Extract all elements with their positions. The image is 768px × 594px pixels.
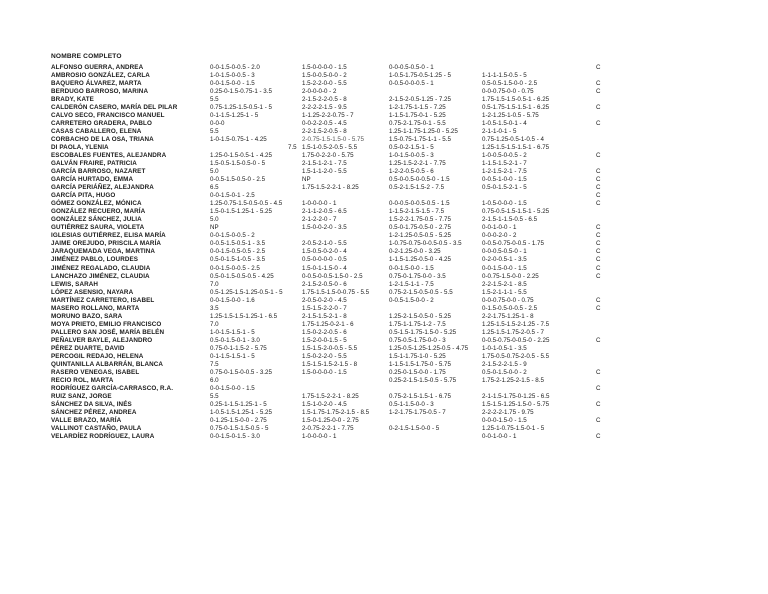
table-row (0, 144, 768, 152)
grade-col-2: 1.5-0-2-2-0.5 - 6 (302, 328, 347, 336)
grade-col-3: 1.5-1-1.75-1-0 - 5.25 (389, 352, 446, 360)
grade-col-2: NP (302, 176, 311, 184)
grade-col-1: 0.5-0-1.5-1-0.5 - 3.5 (210, 256, 266, 264)
grade-col-1: 1-0-1.5-0-0.5 - 3 (210, 72, 255, 80)
grade-col-2: 1.75-0-2-2-0 - 5.75 (302, 152, 354, 160)
grade-col-3: 1.5-2-2-1.75-0.5 - 7.75 (389, 216, 451, 224)
grade-col-1: 1-0-1.5-0.75-1 - 4.25 (210, 136, 267, 144)
grade-col-4: 0-0-0.75-0-0 - 0.75 (482, 296, 534, 304)
table-row (0, 321, 768, 329)
grade-col-4: 1-2-1.25-1-0.5 - 5.75 (482, 112, 539, 120)
grade-col-3: 0.5-0-0.5-0-0.5-0 - 1.5 (389, 176, 450, 184)
grade-col-1: 1-0.5-1.5-1.25-1 - 5.25 (210, 408, 272, 416)
grade-col-4: 1-1.5-1.5-2-1 - 7 (482, 160, 527, 168)
student-name: MASERO ROLLANO, MARTA (51, 304, 140, 312)
table-row (0, 409, 768, 417)
table-row (0, 120, 768, 128)
table-row (0, 305, 768, 313)
student-name: RECIO ROL, MARTA (51, 376, 114, 384)
table-row (0, 265, 768, 273)
status-col: C (596, 416, 601, 424)
grade-col-1: 0.75-0-1.5-0-0.5 - 3.25 (210, 368, 272, 376)
table-row (0, 281, 768, 289)
grade-col-1: 5.5 (210, 96, 219, 104)
grade-col-2: 1.5-1-0-2-0 - 4.5 (302, 400, 347, 408)
grade-col-3: 0.75-0-1.75-0-0 - 3.5 (389, 272, 446, 280)
grade-col-2: 1.5-0-1.25-0-0 - 2.75 (302, 416, 359, 424)
grade-col-4: 1.5-2-1-1-1 - 5.5 (482, 288, 527, 296)
student-name: PALLERO SAN JOSÉ, MARÍA BELÉN (51, 328, 165, 336)
header-nombre-completo: NOMBRE COMPLETO (51, 53, 122, 60)
grade-col-1: 7.5 (288, 144, 297, 152)
grade-col-4: 1-2-1.5-2-1 - 7.5 (482, 168, 527, 176)
student-name: CORBACHO DE LA OSA, TRIANA (51, 136, 154, 144)
student-name: GARCÍA PITA, HUGO (51, 192, 116, 200)
grade-col-2: 1-0-0-0-0 - 1 (302, 432, 337, 440)
student-name: MARTÍNEZ CARRETERO, ISABEL (51, 296, 155, 304)
student-name: GÓMEZ GONZÁLEZ, MÓNICA (51, 200, 142, 208)
grade-col-4: 2-1.5-1-1.5-0.5 - 6.5 (482, 216, 538, 224)
grade-col-4: 1.25-1.5-1.5-1.5-1 - 6.75 (482, 144, 550, 152)
grade-col-1: 1.25-0.75-1.5-0.5-0.5 - 4.5 (210, 200, 283, 208)
grade-col-1: 0.5-0-1.5-0.5-0.5 - 4.25 (210, 272, 274, 280)
grade-col-3: 0.5-1-1.5-0-0 - 3 (389, 400, 434, 408)
grade-col-4: 0-0-1.5-0-0 - 1.5 (482, 264, 527, 272)
grade-col-2: 2-1.5-1.5-2-1 - 8 (302, 312, 347, 320)
table-row (0, 337, 768, 345)
grade-col-3: 1-0-1.5-0-0.5 - 3 (389, 152, 434, 160)
student-name: PÉREZ DUARTE, DAVID (51, 344, 125, 352)
grade-col-1: 0-0-1.5-0.5-0.5 - 2.5 (210, 248, 266, 256)
grade-col-4: 0.5-0-1.5-2-1 - 5 (482, 184, 527, 192)
grade-col-2: 2-0.5-0-2-0 - 4.5 (302, 296, 347, 304)
grade-col-4: 1.75-0.5-0.75-2-0.5 - 5.5 (482, 352, 550, 360)
student-name: CALVO SECO, FRANCISCO MANUEL (51, 112, 165, 120)
grade-col-3: 1-1.5-1.5-1.75-0 - 5.75 (389, 360, 451, 368)
grade-col-1: 0-0-1.5-0-0 - 1.5 (210, 80, 255, 88)
grade-col-3: 1-2-1.5-1-1 - 7.5 (389, 280, 434, 288)
student-name: MOYA PRIETO, EMILIO FRANCISCO (51, 320, 162, 328)
grade-col-4: 1-0-0.5-0-0.5 - 2 (482, 152, 527, 160)
student-name: VELARDÍEZ RODRÍGUEZ, LAURA (51, 432, 155, 440)
student-name: SÁNCHEZ DA SILVA, INÉS (51, 400, 132, 408)
grade-col-2: 2-1-2-2-0 - 7 (302, 216, 337, 224)
grade-col-2: 0.5-0-0-0-0 - 0.5 (302, 256, 347, 264)
status-col: C (596, 152, 601, 160)
grade-col-3: 1-1.5-1.25-0.5-0 - 4.25 (389, 256, 451, 264)
grade-col-1: 6.5 (210, 184, 219, 192)
grade-col-3: 0.75-2-1.5-1.5-1 - 6.75 (389, 392, 451, 400)
grade-col-2: 1.5-0.5-0-2-0 - 4 (302, 248, 347, 256)
status-col: C (596, 336, 601, 344)
grade-col-1: 0-0-1.5-0-0.5 - 2 (210, 232, 255, 240)
grade-col-2: 1.5-1.5-2-0-0.5 - 5.5 (302, 344, 358, 352)
grade-col-2: 1.5-0-2-2-0 - 5.5 (302, 352, 347, 360)
grade-col-4: 1-0-1-0.5-1 - 3.5 (482, 344, 527, 352)
grade-col-3: 0.5-0-1.75-0.5-0 - 2.75 (389, 224, 451, 232)
student-name: GALVÁN FRAIRE, PATRICIA (51, 160, 137, 168)
student-name: BRADY, KATE (51, 96, 94, 104)
grade-col-3: 1-0.5-1.75-0.5-1.25 - 5 (389, 72, 451, 80)
grade-col-2: 2-0.75-2-2-1 - 7.75 (302, 424, 354, 432)
table-row (0, 184, 768, 192)
grade-col-4: 0-0-0.75-0-0 - 0.75 (482, 88, 534, 96)
table-row (0, 425, 768, 433)
grade-col-3: 0.75-0.5-1.75-0-0 - 3 (389, 336, 446, 344)
grade-col-2: 2-1.5-2-0.5-0 - 6 (302, 280, 347, 288)
student-name: QUINTANILLA ALBARRÁN, BLANCA (51, 360, 164, 368)
status-col: C (596, 400, 601, 408)
grade-col-1: 5.5 (210, 128, 219, 136)
student-name: JIMÉNEZ REGALADO, CLAUDIA (51, 264, 151, 272)
grade-col-3: 0.25-2-1.5-1.5-0.5 - 5.75 (389, 376, 457, 384)
grade-col-1: 0-0-1.5-0-0 - 1.6 (210, 296, 255, 304)
table-row (0, 433, 768, 441)
grade-col-2: 1.75-1.5-1.5-0-0.75 - 5.5 (302, 288, 370, 296)
grade-col-1: 7.5 (210, 360, 219, 368)
grade-col-3: 0-0-1.5-0-0 - 1.5 (389, 264, 434, 272)
status-col: C (596, 104, 601, 112)
student-name: GARCÍA BARROSO, NAZARET (51, 168, 146, 176)
student-name: DI PAOLA, YLENIA (51, 144, 109, 152)
grade-col-3: 1-2-1.25-0.5-0.5 - 5.25 (389, 232, 451, 240)
grade-col-1: 1.5-0-1.5-1.25-1 - 5.25 (210, 208, 272, 216)
grade-col-4: 2-1-1.5-1.75-0-1.25 - 6.5 (482, 392, 550, 400)
grade-col-2: 1-0-0-0-0 - 1 (302, 200, 337, 208)
grade-col-1: 0.75-1.25-1.5-0.5-1 - 5 (210, 104, 272, 112)
status-col: C (596, 384, 601, 392)
grade-col-1: 0-1.25-1.5-0-0 - 2.75 (210, 416, 267, 424)
grade-col-1: 7.0 (210, 280, 219, 288)
grade-col-2: 1.5-1-0.5-2-0.5 - 5.5 (302, 144, 358, 152)
student-name: CARRETERO GRADERA, PABLO (51, 120, 152, 128)
student-name: LÓPEZ ASENSIO, NAYARA (51, 288, 134, 296)
student-name: JARAQUEMADA VEGA, MARTINA (51, 248, 156, 256)
grade-col-1: 0-0-1.5-0-0.5 - 2.0 (210, 64, 260, 71)
student-name: GARCÍA HURTADO, EMMA (51, 176, 134, 184)
student-name: GONZÁLEZ SÁNCHEZ, JULIA (51, 216, 142, 224)
student-name: RASERO VENEGAS, ISABEL (51, 368, 140, 376)
student-name: SÁNCHEZ PÉREZ, ANDREA (51, 408, 137, 416)
grade-col-3: 1-0.75-0.75-0-0.5-0.5 - 3.5 (389, 240, 462, 248)
grade-col-1: 5.0 (210, 216, 219, 224)
table-row (0, 96, 768, 104)
student-name: IGLESIAS GUTIÉRREZ, ELISA MARÍA (51, 232, 166, 240)
grade-col-4: 2-2-1.75-1.25-1 - 8 (482, 312, 534, 320)
grade-col-1: 0-1-1.5-1.5-1 - 5 (210, 352, 255, 360)
status-col: C (596, 296, 601, 304)
status-col: C (596, 232, 601, 240)
student-name: BAQUERO ÁLVAREZ, MARTA (51, 80, 142, 88)
grade-col-4: 2-2-1.5-2-1 - 8.5 (482, 280, 527, 288)
student-name: JIMÉNEZ PABLO, LOURDES (51, 256, 139, 264)
grade-col-4: 1-1-1-1.5-0.5 - 5 (482, 72, 527, 80)
table-row (0, 329, 768, 337)
grade-col-4: 1.25-1.5-1.75-2-0.5 - 7 (482, 328, 544, 336)
table-row (0, 256, 768, 264)
student-name: BERDUGO BARROSO, MARINA (51, 88, 149, 96)
grade-col-3: 1.25-1.5-2-2-1 - 7.75 (389, 160, 446, 168)
table-row (0, 361, 768, 369)
grade-col-2: 1.5-1-1-2-0 - 5.5 (302, 168, 347, 176)
status-col: C (596, 256, 601, 264)
table-row (0, 313, 768, 321)
grade-col-2: 1.5-2-2-0-0 - 5.5 (302, 80, 347, 88)
grade-col-3: 1.25-1-1.75-1.25-0 - 5.25 (389, 128, 458, 136)
grade-col-2: 1.5-0-0.5-0-0 - 2 (302, 72, 347, 80)
grade-col-2: 2-0.5-2-1-0 - 5.5 (302, 240, 347, 248)
grade-col-1: NP (210, 224, 219, 232)
table-row (0, 273, 768, 281)
grade-col-4: 0-2-0-0.5-1 - 3.5 (482, 256, 527, 264)
grade-col-3: 0-0.5-0-0-0.5 - 1 (389, 80, 434, 88)
grade-col-2: 1.5-1.5-1.5-2-1.5 - 8 (302, 360, 358, 368)
table-row (0, 72, 768, 80)
grade-col-4: 0-0-1-0-0 - 1 (482, 432, 517, 440)
grade-col-4: 1.25-1-0.75-1.5-0-1 - 5 (482, 424, 545, 432)
grade-col-3: 1.25-0.5-1.25-1.25-0.5 - 4.75 (389, 344, 469, 352)
grade-col-3: 0-0-0.5-0-0.5-0.5 - 1.5 (389, 200, 450, 208)
student-name: GARCÍA PERIÁÑEZ, ALEJANDRA (51, 184, 154, 192)
grade-col-1: 1-0-1.5-1.5-1 - 5 (210, 328, 255, 336)
status-col: C (596, 304, 601, 312)
grade-col-3: 0-0-0.5-0.5-0 - 1 (389, 64, 434, 71)
status-col: C (596, 368, 601, 376)
grade-col-1: 5.5 (210, 392, 219, 400)
table-row (0, 377, 768, 385)
grade-col-2: 2-1-1-2-0.5 - 6.5 (302, 208, 347, 216)
table-row (0, 417, 768, 425)
grade-col-1: 1.25-1.5-1.5-1.25-1 - 6.5 (210, 312, 278, 320)
student-name: LEWIS, SARAH (51, 280, 99, 288)
status-col: C (596, 120, 601, 128)
status-col: C (596, 200, 601, 208)
student-name: JAIME OREJUDO, PRISCILA MARÍA (51, 240, 162, 248)
status-col: C (596, 176, 601, 184)
grade-col-4: 1.75-1.5-1.5-0.5-1 - 6.25 (482, 96, 550, 104)
grade-col-3: 0.75-2-1.5-0.5-0.5 - 5.5 (389, 288, 453, 296)
grade-col-4: 0.75-0.5-1.5-1.5-1 - 5.25 (482, 208, 550, 216)
grade-col-2: 1.5-0-0-0-0 - 1.5 (302, 368, 347, 376)
status-col: C (596, 64, 601, 71)
student-name: LANCHAZO JIMÉNEZ, CLAUDIA (51, 272, 150, 280)
status-col: C (596, 80, 601, 88)
grade-col-2: 1.75-1.25-0-2-1 - 6 (302, 320, 354, 328)
grade-col-2: 1.5-2-0-0-1.5 - 5 (302, 336, 347, 344)
grade-col-1: 0.5-1.25-1.5-1.25-0.5-1 - 5 (210, 288, 283, 296)
status-col: C (596, 88, 601, 96)
grade-col-2: 1.75-1.5-2-2-1 - 8.25 (302, 184, 359, 192)
student-name: PEÑALVER BAYLE, ALEJANDRO (51, 336, 153, 344)
grade-col-3: 1.25-2-1.5-0.5-0 - 5.25 (389, 312, 451, 320)
grade-col-4: 1.5-1.5-1.25-1.5-0 - 5.75 (482, 400, 550, 408)
grade-col-4: 2-1-1-0-1 - 5 (482, 128, 517, 136)
grade-col-4: 0.75-1.25-0.5-1-0.5 - 4 (482, 136, 544, 144)
grade-col-3: 1-2-1.75-1.75-0.5 - 7 (389, 408, 446, 416)
table-row (0, 64, 768, 72)
grade-col-4: 1-0.5-0-0-0 - 1.5 (482, 200, 527, 208)
grade-col-2: 1.5-1.5-2-2-0 - 7 (302, 304, 347, 312)
grade-col-1: 1.25-0-1.5-0.5-1 - 4.25 (210, 152, 272, 160)
grade-col-3: 0-2-1.5-1.5-0-0 - 5 (389, 424, 440, 432)
grade-col-4: 0-0.5-1-0-0 - 1.5 (482, 176, 527, 184)
grade-col-4: 0-0-1-0-0 - 1 (482, 224, 517, 232)
grade-col-4: 2-1.5-2-2-1.5 - 9 (482, 360, 527, 368)
student-name: VALLINOT CASTAÑO, PAULA (51, 424, 142, 432)
grade-col-2: 2-1.5-2-2-0.5 - 8 (302, 96, 347, 104)
grade-col-2: 0-0-2-2-0.5 - 4.5 (302, 120, 347, 128)
grade-col-2: 1-1.25-2-2-0.75 - 7 (302, 112, 354, 120)
table-row (0, 353, 768, 361)
grade-col-2: 2-1.5-1-2-1 - 7.5 (302, 160, 347, 168)
grade-col-4: 1.25-1.5-1.5-2-1.25 - 7.5 (482, 320, 550, 328)
grade-col-3: 2-1.5-2-0.5-1.25 - 7.25 (389, 96, 451, 104)
grade-col-2: 2-2-1.5-2-0.5 - 8 (302, 128, 347, 136)
table-row (0, 88, 768, 96)
grade-col-2: 1.75-1.5-2-2-1 - 8.25 (302, 392, 359, 400)
status-col: C (596, 192, 601, 200)
student-name: MORUNO BAZO, SARA (51, 312, 123, 320)
grade-col-4: 0-0-0.5-0.5-0 - 1 (482, 248, 527, 256)
grade-col-1: 5.0 (210, 168, 219, 176)
grade-col-1: 0.75-0-1-1.5-2 - 5.75 (210, 344, 267, 352)
student-name: GONZÁLEZ RECUERO, MARÍA (51, 208, 146, 216)
status-col: C (596, 168, 601, 176)
grade-col-2: 0-0.5-0-0.5-1.5-0 - 2.5 (302, 272, 363, 280)
grade-col-4: 0-0.75-1.5-0-0 - 2.25 (482, 272, 539, 280)
grade-col-1: 3.5 (210, 304, 219, 312)
grade-col-3: 1.5-0.75-1.75-1-1 - 5.5 (389, 136, 451, 144)
table-row (0, 136, 768, 144)
grade-col-4: 0.5-0.5-1.5-0-0 - 2.5 (482, 80, 538, 88)
grade-col-4: 0-0.5-0.75-0-0.5 - 1.75 (482, 240, 544, 248)
grade-col-3: 0.25-0-1.5-0-0 - 1.75 (389, 368, 446, 376)
grade-col-2: 2-0.75-1.5-1.5-0 - 5.75 (302, 136, 364, 144)
grade-col-3: 0.5-0-2-1.5-1 - 5 (389, 144, 434, 152)
grade-col-3: 1-1.5-1.75-0-1 - 5.25 (389, 112, 446, 120)
grade-col-4: 0.5-1.75-1.5-1.5-1 - 6.25 (482, 104, 550, 112)
grade-col-2: 2-2-2-2-1.5 - 9.5 (302, 104, 347, 112)
grade-col-2: 1.5-0-0-2-0 - 3.5 (302, 224, 347, 232)
table-row (0, 393, 768, 401)
grade-col-1: 0-0-1.5-0-1.5 - 3.0 (210, 432, 260, 440)
student-name: RODRÍGUEZ GARCÍA-CARRASCO, R.A. (51, 384, 174, 392)
grade-col-3: 0-0.5-1.5-0-0 - 2 (389, 296, 434, 304)
grade-col-2: 2-0-0-0-0 - 2 (302, 88, 337, 96)
grade-col-3: 1-2-1.75-1-1.5 - 7.25 (389, 104, 446, 112)
grade-col-3: 1-1.5-2-1.5-1.5 - 7.5 (389, 208, 445, 216)
grade-col-1: 0.25-0-1.5-0.75-1 - 3.5 (210, 88, 272, 96)
table-row (0, 345, 768, 353)
grade-col-1: 0.75-0-1.5-1.5-0.5 - 5 (210, 424, 269, 432)
grade-col-1: 0-0-1.5-0-0.5 - 2.5 (210, 264, 260, 272)
grade-col-4: 2-2-2-2-1.75 - 9.75 (482, 408, 534, 416)
grade-col-3: 0.5-1.5-1.75-1.5-0 - 5.25 (389, 328, 457, 336)
student-name: AMBROSIO GONZÁLEZ, CARLA (51, 72, 150, 80)
grade-col-1: 0-0-1.5-0-1 - 2.5 (210, 192, 255, 200)
grade-col-3: 1.75-1-1.75-1-2 - 7.5 (389, 320, 446, 328)
grade-col-3: 0.75-2-1.75-0-1 - 5.5 (389, 120, 446, 128)
status-col: C (596, 184, 601, 192)
student-name: GUTIÉRREZ SAURA, VIOLETA (51, 224, 145, 232)
grade-col-2: 1.5-0-0-0-0 - 1.5 (302, 64, 347, 71)
student-name: CASAS CABALLERO, ELENA (51, 128, 142, 136)
student-name: RUIZ SANZ, JORGE (51, 392, 112, 400)
grade-col-1: 0-1-1.5-1.25-1 - 5 (210, 112, 259, 120)
table-row (0, 297, 768, 305)
student-name: ALFONSO GUERRA, ANDREA (51, 64, 144, 71)
table-row (0, 128, 768, 136)
student-name: PERCOGIL REDAJO, HELENA (51, 352, 144, 360)
grade-col-4: 0-0-0-1.5-0 - 1.5 (482, 416, 527, 424)
grade-col-1: 0-0-1.5-0-0 - 1.5 (210, 384, 255, 392)
grade-col-4: 0-0-0-2-0 - 2 (482, 232, 517, 240)
grade-col-4: 0-1.5-0.5-0-0.5 - 2.5 (482, 304, 538, 312)
table-row (0, 240, 768, 248)
grade-col-4: 0-0.5-0.75-0-0.5-0 - 2.25 (482, 336, 550, 344)
grade-col-2: 1.5-0-1-1.5-0 - 4 (302, 264, 347, 272)
grade-col-4: 1.75-2-1.25-2-1.5 - 8.5 (482, 376, 544, 384)
table-row (0, 401, 768, 409)
table-row (0, 112, 768, 120)
table-row (0, 104, 768, 112)
table-row (0, 385, 768, 393)
student-name: CALDERÓN CASERO, MARÍA DEL PILAR (51, 104, 178, 112)
status-col: C (596, 432, 601, 440)
grade-col-1: 7.0 (210, 320, 219, 328)
grade-col-1: 1.5-0.5-1.5-0.5-0 - 5 (210, 160, 266, 168)
grade-col-3: 0.5-2-1.5-1.5-2 - 7.5 (389, 184, 445, 192)
student-name: VALLE BRAZO, MARÍA (51, 416, 122, 424)
status-col: C (596, 224, 601, 232)
grade-col-1: 0.5-0-1.5-0-1 - 3.0 (210, 336, 260, 344)
grade-col-4: 0.5-0-1.5-0-0 - 2 (482, 368, 527, 376)
grade-col-1: 0-0.5-1.5-0.5-0 - 2.5 (210, 176, 266, 184)
status-col: C (596, 248, 601, 256)
table-row (0, 80, 768, 88)
table-row (0, 289, 768, 297)
student-name: ESCOBALES FUENTES, ALEJANDRA (51, 152, 167, 160)
grade-col-3: 1-2-2-0.5-0.5 - 6 (389, 168, 434, 176)
status-col: C (596, 264, 601, 272)
grade-col-3: 0-2-1.25-0-0 - 3.25 (389, 248, 441, 256)
status-col: C (596, 240, 601, 248)
grade-col-1: 0-0.5-1.5-0.5-1 - 3.5 (210, 240, 266, 248)
grade-col-1: 0-0-0 (210, 120, 225, 128)
grade-col-2: 1.5-1.75-1.75-2-1.5 - 8.5 (302, 408, 370, 416)
grade-col-1: 6.0 (210, 376, 219, 384)
table-row (0, 369, 768, 377)
grade-col-1: 0.25-1-1.5-1.25-1 - 5 (210, 400, 267, 408)
grade-col-4: 1-0.5-1.5-0-1 - 4 (482, 120, 527, 128)
status-col: C (596, 272, 601, 280)
